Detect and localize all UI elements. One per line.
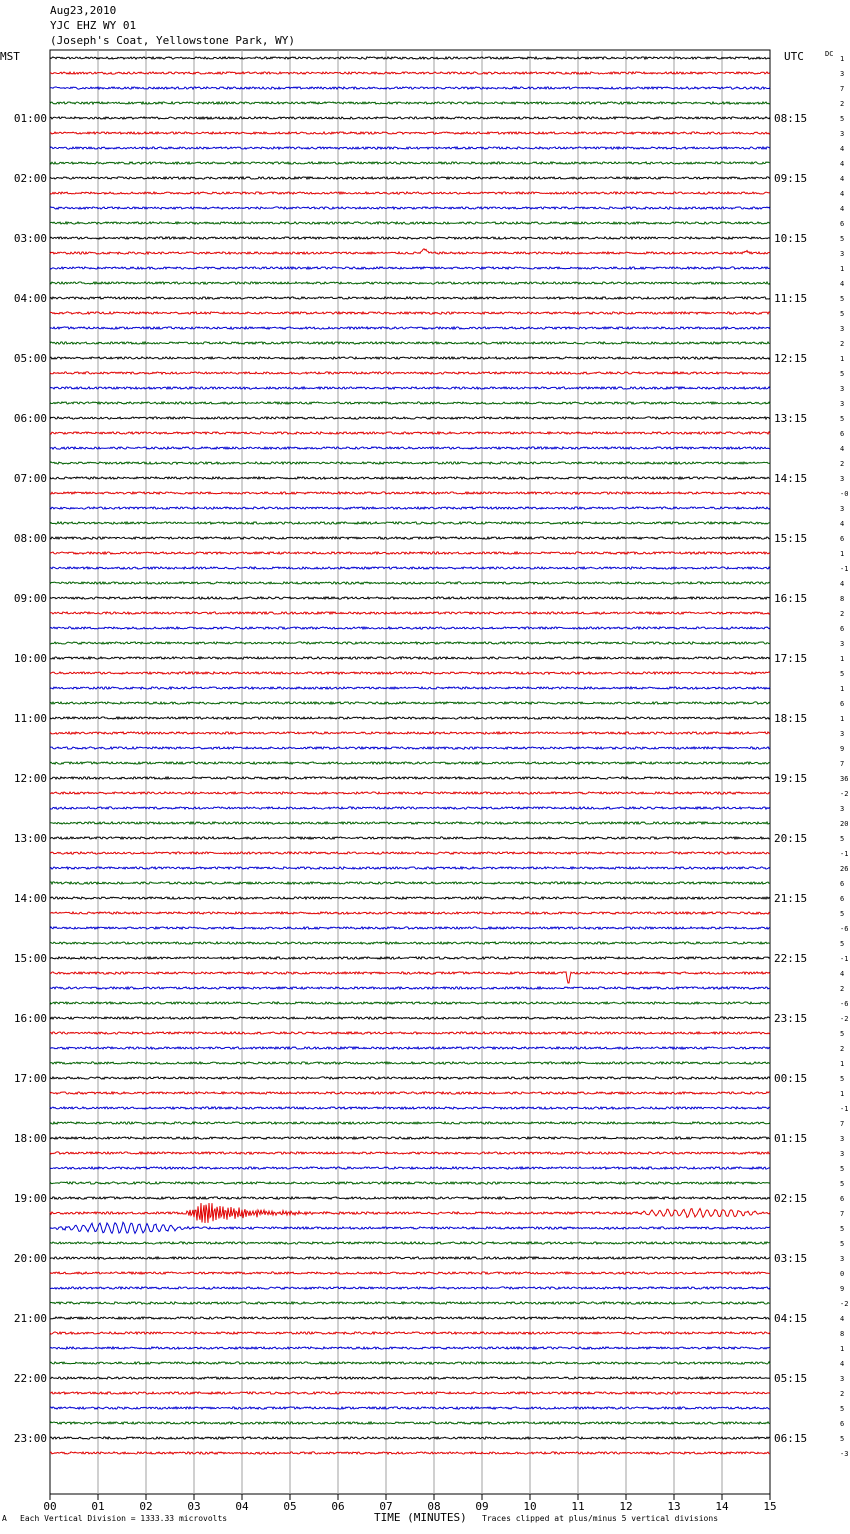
trace-line-80: [50, 1257, 770, 1259]
trace-line-64: [50, 1017, 770, 1019]
dc-offset-label: 3: [840, 1255, 845, 1263]
dc-offset-label: 5: [840, 835, 845, 843]
trace-line-40: [50, 657, 770, 659]
right-hour-label: 22:15: [774, 952, 808, 965]
trace-line-34: [50, 567, 770, 569]
trace-line-11: [50, 222, 770, 224]
dc-offset-label: -1: [840, 955, 849, 963]
trace-line-35: [50, 582, 770, 584]
dc-offset-label: 1: [840, 1090, 845, 1098]
right-hour-label: 00:15: [774, 1072, 808, 1085]
dc-offset-label: 1: [840, 1345, 845, 1353]
dc-offset-label: 3: [840, 70, 845, 78]
trace-line-4: [50, 117, 770, 119]
dc-offset-label: 5: [840, 910, 845, 918]
right-hour-label: 15:15: [774, 532, 808, 545]
trace-line-65: [50, 1032, 770, 1034]
trace-line-50: [50, 807, 770, 809]
trace-line-44: [50, 717, 770, 719]
dc-offset-label: 2: [840, 100, 845, 108]
dc-offset-label: 4: [840, 1360, 845, 1368]
dc-offset-label: 4: [840, 580, 845, 588]
trace-line-3: [50, 102, 770, 104]
dc-offset-label: 5: [840, 310, 845, 318]
trace-line-83: [50, 1302, 770, 1304]
right-hour-label: 17:15: [774, 652, 808, 665]
left-hour-label: 23:00: [13, 1432, 47, 1445]
trace-line-14: [50, 267, 770, 269]
left-hour-label: 03:00: [13, 232, 47, 245]
dc-offset-label: 3: [840, 505, 845, 513]
dc-offset-label: -6: [840, 925, 849, 933]
trace-line-42: [50, 687, 770, 689]
trace-line-49: [50, 792, 770, 794]
vertical-division-note: Each Vertical Division = 1333.33 microvolts: [20, 1514, 228, 1523]
dc-offset-label: 3: [840, 130, 845, 138]
dc-offset-label: -3: [840, 1450, 849, 1458]
trace-line-48: [50, 777, 770, 779]
left-hour-label: 19:00: [13, 1192, 47, 1205]
trace-line-23: [50, 402, 770, 404]
trace-line-33: [50, 552, 770, 554]
right-hour-label: 03:15: [774, 1252, 808, 1265]
dc-offset-label: 4: [840, 520, 845, 528]
dc-offset-label: 5: [840, 115, 845, 123]
trace-line-41: [50, 672, 770, 674]
trace-line-70: [50, 1107, 770, 1109]
dc-offset-label: 7: [840, 1210, 845, 1218]
left-hour-label: 18:00: [13, 1132, 47, 1145]
dc-offset-label: 5: [840, 1435, 845, 1443]
right-hour-label: 06:15: [774, 1432, 808, 1445]
dc-offset-label: 4: [840, 205, 845, 213]
trace-line-87: [50, 1362, 770, 1364]
dc-offset-label: 3: [840, 325, 845, 333]
dc-offset-label: 6: [840, 895, 845, 903]
trace-line-10: [50, 207, 770, 209]
trace-line-38: [50, 627, 770, 629]
dc-offset-label: 5: [840, 670, 845, 678]
right-hour-label: 11:15: [774, 292, 808, 305]
left-hour-label: 02:00: [13, 172, 47, 185]
dc-offset-label: 6: [840, 1195, 845, 1203]
dc-offset-label: 3: [840, 385, 845, 393]
dc-offset-label: 7: [840, 1120, 845, 1128]
dc-offset-label: 5: [840, 1180, 845, 1188]
left-hour-label: 09:00: [13, 592, 47, 605]
left-hour-label: 06:00: [13, 412, 47, 425]
dc-offset-label: 3: [840, 400, 845, 408]
dc-offset-label: 20: [840, 820, 849, 828]
dc-offset-label: 3: [840, 1150, 845, 1158]
plot-frame: [50, 50, 770, 1494]
trace-line-30: [50, 507, 770, 509]
dc-offset-label: 6: [840, 430, 845, 438]
trace-line-92: [50, 1437, 770, 1439]
dc-offset-label: 3: [840, 1375, 845, 1383]
trace-line-37: [50, 612, 770, 614]
dc-offset-label: 7: [840, 85, 845, 93]
dc-offset-label: 4: [840, 1315, 845, 1323]
right-hour-label: 21:15: [774, 892, 808, 905]
left-hour-label: 16:00: [13, 1012, 47, 1025]
right-hour-label: 14:15: [774, 472, 808, 485]
trace-line-1: [50, 72, 770, 74]
dc-offset-label: -2: [840, 1015, 849, 1023]
trace-line-28: [50, 477, 770, 479]
x-tick-label: 07: [379, 1500, 393, 1513]
dc-offset-label: 4: [840, 970, 845, 978]
trace-line-31: [50, 522, 770, 524]
station-id: YJC EHZ WY 01: [50, 19, 137, 32]
trace-line-56: [50, 897, 770, 899]
left-hour-label: 11:00: [13, 712, 47, 725]
trace-line-60: [50, 957, 770, 959]
dc-offset-label: 5: [840, 370, 845, 378]
x-tick-label: 02: [139, 1500, 153, 1513]
trace-line-81: [50, 1272, 770, 1274]
right-timezone-label: UTC: [784, 50, 804, 63]
trace-line-26: [50, 447, 770, 449]
left-hour-label: 05:00: [13, 352, 47, 365]
right-hour-label: 05:15: [774, 1372, 808, 1385]
dc-offset-label: 3: [840, 1135, 845, 1143]
dc-offset-label: 1: [840, 55, 845, 63]
trace-line-90: [50, 1407, 770, 1409]
trace-line-86: [50, 1347, 770, 1349]
dc-offset-label: 4: [840, 160, 845, 168]
dc-offset-label: 6: [840, 220, 845, 228]
trace-line-51: [50, 822, 770, 824]
right-hour-label: 20:15: [774, 832, 808, 845]
dc-offset-label: 2: [840, 985, 845, 993]
x-tick-label: 04: [235, 1500, 249, 1513]
trace-line-9: [50, 192, 770, 194]
dc-offset-label: 3: [840, 640, 845, 648]
right-hour-label: 12:15: [774, 352, 808, 365]
left-hour-label: 20:00: [13, 1252, 47, 1265]
trace-line-73: [50, 1152, 770, 1154]
trace-line-45: [50, 732, 770, 734]
trace-line-54: [50, 867, 770, 869]
x-tick-label: 09: [475, 1500, 489, 1513]
trace-line-39: [50, 642, 770, 644]
trace-line-93: [50, 1452, 770, 1454]
right-hour-label: 04:15: [774, 1312, 808, 1325]
dc-offset-label: 4: [840, 175, 845, 183]
trace-line-22: [50, 387, 770, 389]
trace-line-8: [50, 177, 770, 179]
dc-offset-label: 1: [840, 655, 845, 663]
trace-line-77: [50, 1203, 770, 1223]
x-tick-label: 00: [43, 1500, 57, 1513]
dc-offset-label: -1: [840, 850, 849, 858]
trace-line-71: [50, 1122, 770, 1124]
left-hour-label: 12:00: [13, 772, 47, 785]
right-hour-label: 23:15: [774, 1012, 808, 1025]
chart-date: Aug23,2010: [50, 4, 117, 17]
trace-line-29: [50, 492, 770, 494]
dc-offset-label: -2: [840, 790, 849, 798]
trace-line-18: [50, 327, 770, 329]
trace-line-59: [50, 942, 770, 944]
dc-offset-label: 3: [840, 805, 845, 813]
left-hour-label: 04:00: [13, 292, 47, 305]
dc-offset-label: 1: [840, 715, 845, 723]
dc-offset-label: -1: [840, 1105, 849, 1113]
trace-line-0: [50, 57, 770, 59]
dc-offset-label: 4: [840, 190, 845, 198]
dc-offset-label: 6: [840, 535, 845, 543]
dc-offset-label: 2: [840, 1045, 845, 1053]
trace-line-88: [50, 1377, 770, 1379]
dc-offset-label: 3: [840, 250, 845, 258]
x-tick-label: 15: [763, 1500, 777, 1513]
dc-offset-label: 5: [840, 1030, 845, 1038]
dc-offset-label: 6: [840, 880, 845, 888]
dc-offset-label: 1: [840, 355, 845, 363]
trace-line-85: [50, 1332, 770, 1334]
scale-mark: A: [2, 1514, 7, 1523]
right-hour-label: 13:15: [774, 412, 808, 425]
right-hour-label: 08:15: [774, 112, 808, 125]
trace-line-68: [50, 1077, 770, 1079]
trace-line-79: [50, 1242, 770, 1244]
dc-offset-label: 5: [840, 415, 845, 423]
dc-offset-label: 4: [840, 445, 845, 453]
dc-offset-label: 5: [840, 235, 845, 243]
dc-offset-label: 5: [840, 1225, 845, 1233]
trace-line-6: [50, 147, 770, 149]
dc-offset-label: -1: [840, 565, 849, 573]
trace-line-19: [50, 342, 770, 344]
dc-offset-label: 9: [840, 745, 845, 753]
trace-line-58: [50, 927, 770, 929]
left-hour-label: 17:00: [13, 1072, 47, 1085]
trace-line-53: [50, 852, 770, 854]
right-hour-label: 02:15: [774, 1192, 808, 1205]
x-tick-label: 03: [187, 1500, 201, 1513]
trace-line-12: [50, 237, 770, 239]
left-hour-label: 14:00: [13, 892, 47, 905]
x-tick-label: 01: [91, 1500, 105, 1513]
trace-line-78: [50, 1222, 770, 1233]
trace-line-61: [50, 972, 770, 983]
dc-offset-label: 2: [840, 340, 845, 348]
trace-line-89: [50, 1392, 770, 1394]
trace-line-5: [50, 132, 770, 134]
dc-offset-label: 8: [840, 595, 845, 603]
dc-offset-label: 2: [840, 460, 845, 468]
dc-offset-label: 1: [840, 1060, 845, 1068]
trace-line-24: [50, 417, 770, 419]
trace-line-72: [50, 1137, 770, 1139]
dc-offset-label: 0: [840, 1270, 845, 1278]
clipping-note: Traces clipped at plus/minus 5 vertical divisions: [482, 1514, 719, 1523]
x-tick-label: 11: [571, 1500, 585, 1513]
x-tick-label: 12: [619, 1500, 633, 1513]
dc-offset-label: 6: [840, 625, 845, 633]
dc-offset-label: -6: [840, 1000, 849, 1008]
dc-offset-label: 5: [840, 940, 845, 948]
left-hour-label: 13:00: [13, 832, 47, 845]
trace-line-2: [50, 87, 770, 89]
trace-line-52: [50, 837, 770, 839]
dc-offset-label: 26: [840, 865, 849, 873]
dc-offset-label: 1: [840, 685, 845, 693]
left-timezone-label: MST: [0, 50, 20, 63]
x-tick-label: 10: [523, 1500, 537, 1513]
trace-line-7: [50, 162, 770, 164]
left-hour-label: 10:00: [13, 652, 47, 665]
trace-line-82: [50, 1287, 770, 1289]
trace-line-32: [50, 537, 770, 539]
trace-line-15: [50, 282, 770, 284]
trace-line-43: [50, 702, 770, 704]
trace-line-66: [50, 1047, 770, 1049]
trace-line-76: [50, 1197, 770, 1199]
right-hour-label: 16:15: [774, 592, 808, 605]
x-tick-label: 06: [331, 1500, 345, 1513]
right-hour-label: 19:15: [774, 772, 808, 785]
x-tick-label: 13: [667, 1500, 681, 1513]
trace-line-46: [50, 747, 770, 749]
dc-offset-label: 1: [840, 265, 845, 273]
dc-offset-label: 5: [840, 1405, 845, 1413]
trace-line-55: [50, 882, 770, 884]
dc-offset-label: 6: [840, 1420, 845, 1428]
x-axis-label: TIME (MINUTES): [374, 1511, 467, 1524]
right-hour-label: 01:15: [774, 1132, 808, 1145]
trace-line-75: [50, 1182, 770, 1184]
dc-offset-label: 4: [840, 280, 845, 288]
trace-line-63: [50, 1002, 770, 1004]
dc-offset-label: 3: [840, 475, 845, 483]
dc-offset-label: -0: [840, 490, 849, 498]
trace-line-57: [50, 912, 770, 914]
trace-line-74: [50, 1167, 770, 1169]
trace-line-36: [50, 597, 770, 599]
x-tick-label: 14: [715, 1500, 729, 1513]
x-tick-label: 08: [427, 1500, 441, 1513]
dc-offset-label: 4: [840, 145, 845, 153]
trace-line-69: [50, 1092, 770, 1094]
dc-offset-label: -2: [840, 1300, 849, 1308]
dc-offset-label: 3: [840, 730, 845, 738]
dc-offset-label: 5: [840, 1075, 845, 1083]
dc-offset-label: 5: [840, 1165, 845, 1173]
right-hour-label: 10:15: [774, 232, 808, 245]
dc-offset-label: 9: [840, 1285, 845, 1293]
left-hour-label: 01:00: [13, 112, 47, 125]
trace-line-21: [50, 372, 770, 374]
left-hour-label: 21:00: [13, 1312, 47, 1325]
dc-offset-label: 2: [840, 610, 845, 618]
dc-offset-label: 5: [840, 295, 845, 303]
left-hour-label: 22:00: [13, 1372, 47, 1385]
trace-line-16: [50, 297, 770, 299]
left-hour-label: 08:00: [13, 532, 47, 545]
dc-offset-label: 1: [840, 550, 845, 558]
dc-offset-label: 5: [840, 1240, 845, 1248]
dc-offset-label: 2: [840, 1390, 845, 1398]
trace-line-25: [50, 432, 770, 434]
right-hour-label: 18:15: [774, 712, 808, 725]
trace-line-84: [50, 1317, 770, 1319]
trace-line-27: [50, 462, 770, 464]
trace-line-67: [50, 1062, 770, 1064]
dc-offset-label: 7: [840, 760, 845, 768]
trace-line-20: [50, 357, 770, 359]
left-hour-label: 07:00: [13, 472, 47, 485]
right-hour-label: 09:15: [774, 172, 808, 185]
station-location: (Joseph's Coat, Yellowstone Park, WY): [50, 34, 296, 47]
dc-label: DC: [825, 50, 834, 58]
trace-line-17: [50, 312, 770, 314]
left-hour-label: 15:00: [13, 952, 47, 965]
trace-line-62: [50, 987, 770, 989]
trace-line-47: [50, 762, 770, 764]
trace-line-91: [50, 1422, 770, 1424]
dc-offset-label: 8: [840, 1330, 845, 1338]
dc-offset-label: 36: [840, 775, 849, 783]
dc-offset-label: 6: [840, 700, 845, 708]
trace-line-13: [50, 249, 770, 254]
x-tick-label: 05: [283, 1500, 297, 1513]
